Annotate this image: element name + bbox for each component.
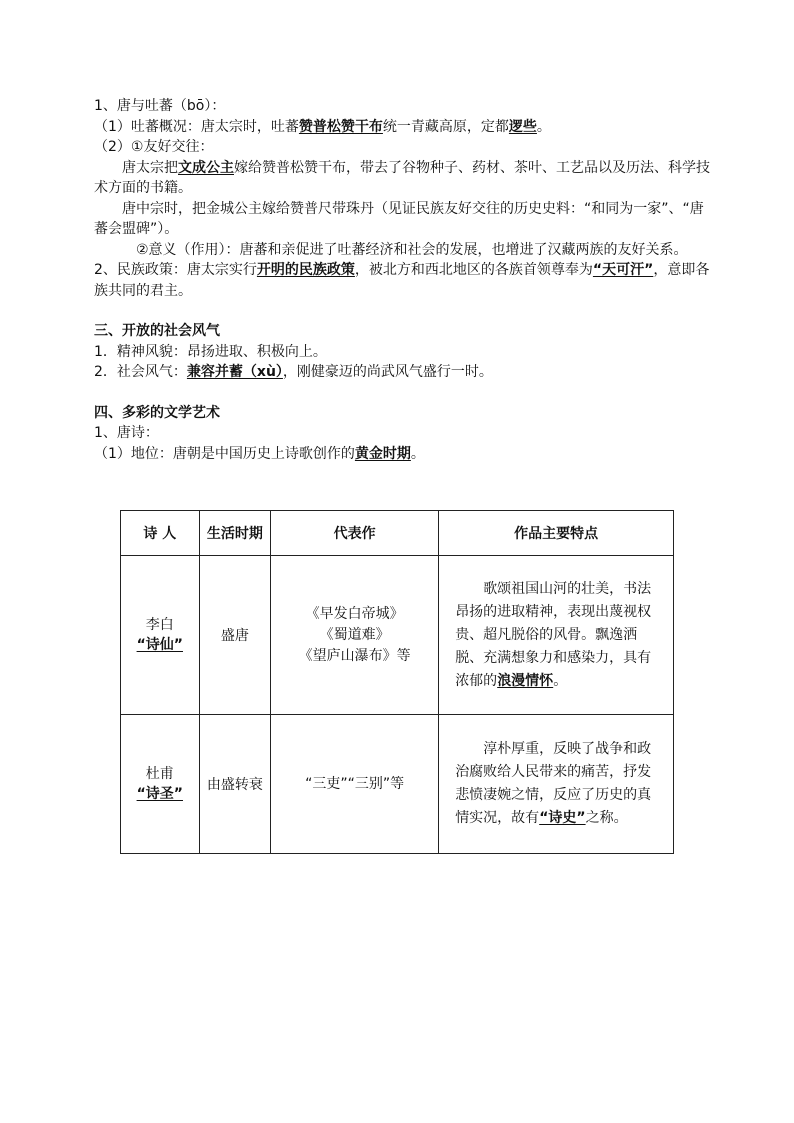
works-cell bbox=[271, 715, 439, 854]
poet-title: “诗仙” bbox=[136, 637, 183, 653]
poet-title: “诗圣” bbox=[136, 786, 183, 802]
social-custom-item: 2．社会风气：兼容并蓄（xù），刚健豪迈的尚武风气盛行一时。 bbox=[94, 364, 493, 380]
period-cell: 盛唐 bbox=[199, 556, 271, 715]
key-term: 赞普松赞干布 bbox=[298, 118, 383, 135]
key-term: 兼容并蓄（xù） bbox=[186, 364, 283, 380]
ethnic-policy-paragraph: 2、民族政策：唐太宗实行开明的民族政策，被北方和西北地区的各族首领尊奉为“天可汗”，意即各族共同的君主。 bbox=[94, 262, 710, 299]
section4-heading: 四、多彩的文学艺术 bbox=[94, 404, 220, 421]
poet-name: 杜甫 bbox=[145, 766, 174, 782]
table-row bbox=[121, 715, 674, 854]
table-row bbox=[121, 556, 674, 715]
key-term: 黄金时期 bbox=[354, 445, 411, 462]
jincheng-paragraph: 唐中宗时，把金城公主嫁给赞普尺带珠丹（见证民族友好交往的历史史料：“和同为一家”、“唐蕃会盟碑”）。 bbox=[94, 200, 704, 237]
wencheng-paragraph: 唐太宗把文成公主嫁给赞普松赞干布，带去了谷物种子、药材、茶叶、工艺品以及历法、科学技术方面的书籍。 bbox=[94, 159, 710, 196]
header-works: 代表作 bbox=[271, 511, 439, 556]
work-title: 《望庐山瀑布》等 bbox=[298, 647, 411, 664]
features-cell bbox=[439, 556, 674, 715]
tang-poetry-subheading: 1、唐诗： bbox=[94, 425, 159, 441]
section3-heading: 三、开放的社会风气 bbox=[94, 323, 220, 339]
key-term: “诗史” bbox=[539, 810, 586, 826]
key-term: “天可汗” bbox=[592, 262, 654, 278]
poets-table bbox=[120, 510, 674, 854]
work-title: “三吏”“三别”等 bbox=[305, 775, 405, 792]
poet-cell bbox=[121, 715, 200, 854]
features-cell bbox=[439, 715, 674, 854]
key-term: 逻些 bbox=[508, 118, 537, 135]
section1-heading: 1、唐与吐蕃（bō）： bbox=[94, 98, 226, 114]
significance-paragraph: ②意义（作用）：唐蕃和亲促进了吐蕃经济和社会的发展，也增进了汉藏两族的友好关系。 bbox=[136, 241, 688, 258]
status-item: （1）地位：唐朝是中国历史上诗歌创作的黄金时期。 bbox=[94, 445, 425, 462]
poet-name: 李白 bbox=[145, 617, 174, 633]
key-term: 浪漫情怀 bbox=[497, 672, 554, 689]
feature-text: 淳朴厚重，反映了战争和政治腐败给人民带来的痛苦，抒发悲愤凄婉之情，反应了历史的真情实况，故有“诗史”之称。 bbox=[455, 741, 652, 826]
document-body bbox=[94, 96, 714, 464]
table-header-row bbox=[121, 511, 674, 556]
header-period: 生活时期 bbox=[199, 511, 271, 556]
key-term: 开明的民族政策 bbox=[256, 262, 355, 278]
period-cell: 由盛转衰 bbox=[199, 715, 271, 854]
tubo-overview: （1）吐蕃概况：唐太宗时，吐蕃赞普松赞干布统一青藏高原，定都逻些。 bbox=[94, 118, 551, 135]
work-title: 《早发白帝城》 bbox=[305, 605, 404, 622]
poet-cell bbox=[121, 556, 200, 715]
work-title: 《蜀道难》 bbox=[319, 626, 390, 643]
header-features: 作品主要特点 bbox=[439, 511, 674, 556]
key-term: 文成公主 bbox=[178, 159, 234, 176]
spirit-item: 1．精神风貌：昂扬进取、积极向上。 bbox=[94, 343, 327, 360]
feature-text: 歌颂祖国山河的壮美，书法昂扬的进取精神，表现出蔑视权贵、超凡脱俗的风骨。飘逸洒脱、充满想象力和感染力，具有浓郁的浪漫情怀。 bbox=[455, 580, 652, 689]
friendly-exchange-heading: （2）①友好交往： bbox=[94, 139, 214, 155]
header-poet: 诗 人 bbox=[121, 511, 200, 556]
works-cell bbox=[271, 556, 439, 715]
